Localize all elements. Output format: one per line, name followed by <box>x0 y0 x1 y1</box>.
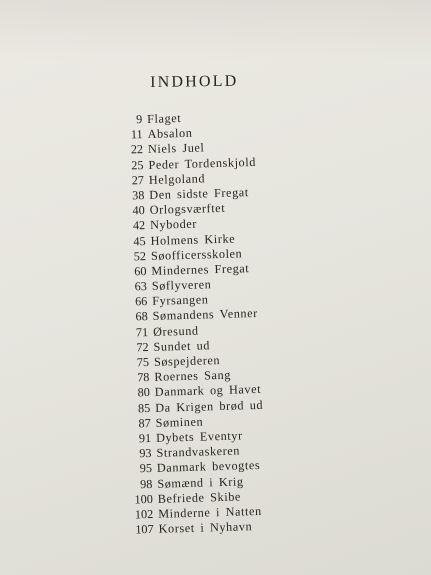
table-of-contents <box>110 109 267 538</box>
toc-entry-title: Minderne i Natten <box>158 503 262 521</box>
toc-entry-title: Roernes Sang <box>154 367 232 385</box>
toc-page-number: 25 <box>131 157 144 172</box>
toc-entry-title: Niels Juel <box>147 140 205 157</box>
toc-entry-title: Helgoland <box>148 171 206 187</box>
toc-entry-title: Søofficersskolen <box>150 246 243 263</box>
toc-entry-title: Sømandens Venner <box>152 306 258 324</box>
toc-entry-title: Fyrsangen <box>152 292 209 309</box>
page-title: INDHOLD <box>150 72 239 91</box>
toc-page-number: 93 <box>139 446 152 461</box>
toc-entry-title: Den sidste Fregat <box>149 185 249 202</box>
toc-entry-title: Befriede Skibe <box>157 489 242 506</box>
toc-entry-title: Danmark bevogtes <box>156 458 261 476</box>
toc-entry-title: Sundet ud <box>153 338 211 354</box>
toc-page-number: 40 <box>132 203 145 218</box>
toc-page-number: 75 <box>136 355 150 370</box>
toc-page-number: 45 <box>133 233 146 248</box>
toc-page-number: 72 <box>136 339 149 355</box>
toc-page-number: 38 <box>131 188 145 203</box>
toc-page-number: 11 <box>130 127 143 142</box>
toc-page-number: 52 <box>133 248 147 264</box>
toc-page-number: 91 <box>138 430 152 446</box>
toc-page-number: 68 <box>135 309 148 324</box>
toc-page-number: 87 <box>138 415 151 431</box>
toc-entry-title: Mindernes Fregat <box>151 261 250 278</box>
toc-page-number: 22 <box>130 142 144 157</box>
toc-entry-title: Orlogsværftet <box>149 200 226 218</box>
toc-page-number: 80 <box>137 385 151 400</box>
toc-entry-title: Dybets Eventyr <box>155 428 243 445</box>
toc-entry-title: Da Krigen brød ud <box>155 397 264 415</box>
toc-entry-title: Søminen <box>155 414 204 430</box>
toc-entry-title: Søspejderen <box>153 353 221 369</box>
toc-entry-title: Absalon <box>147 125 193 142</box>
toc-page-number: 60 <box>134 263 147 279</box>
toc-page-number: 100 <box>134 491 153 507</box>
toc-entry-title: Flaget <box>146 111 182 126</box>
toc-page-number: 9 <box>135 112 143 127</box>
toc-page-number: 66 <box>134 294 148 309</box>
toc-entry <box>121 519 266 538</box>
toc-entry-title: Søflyveren <box>151 277 212 293</box>
toc-page-number: 98 <box>139 476 153 491</box>
toc-entry-title: Danmark og Havet <box>154 382 262 400</box>
toc-entry-title: Sømænd i Krig <box>157 473 244 491</box>
toc-entry-title: Holmens Kirke <box>150 231 236 248</box>
toc-page-number: 102 <box>134 506 154 522</box>
toc-page-number: 95 <box>139 461 153 476</box>
toc-page-number: 85 <box>137 400 151 415</box>
toc-page-number: 63 <box>134 279 148 294</box>
toc-entry-title: Peder Tordenskjold <box>148 154 257 172</box>
toc-page-number: 71 <box>135 324 149 339</box>
toc-entry-title: Strandvaskeren <box>156 443 241 460</box>
toc-entry-title: Nyboder <box>149 216 198 233</box>
toc-page-number: 42 <box>132 218 146 233</box>
toc-entry-title: Korset i Nyhavn <box>158 519 253 536</box>
toc-page-number: 27 <box>131 172 145 188</box>
page-shadow <box>0 0 431 60</box>
toc-page-number: 78 <box>137 370 150 385</box>
toc-page-number: 107 <box>135 522 154 537</box>
toc-entry-title: Øresund <box>152 323 199 339</box>
